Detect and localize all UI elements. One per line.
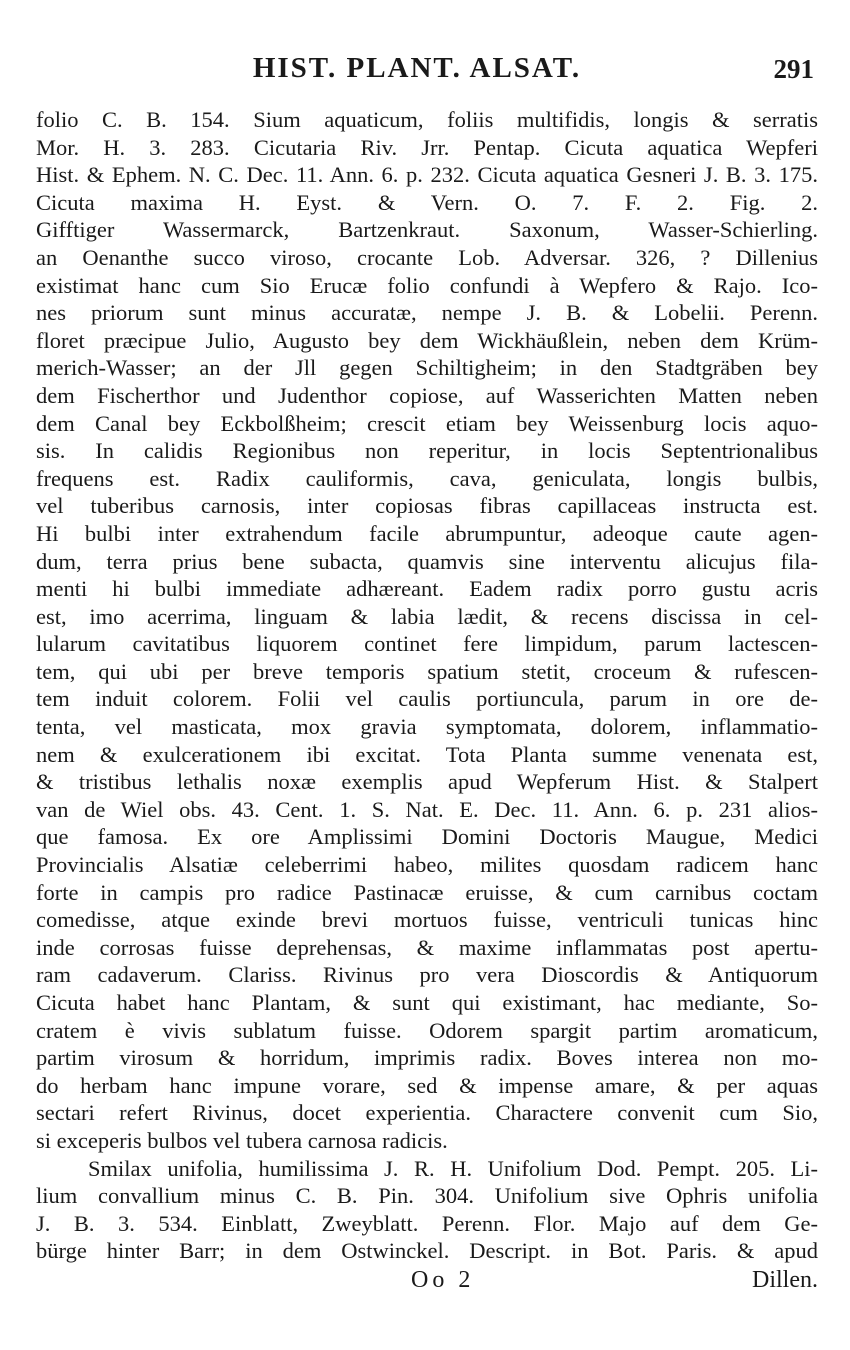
text-line: dum, terra prius bene subacta, quamvis sine interventu alicujus fila- — [36, 548, 818, 574]
text-line: merich-Wasser; an der Jll gegen Schiltigheim; in den Stadtgräben bey — [36, 355, 818, 381]
catchword: Dillen. — [752, 1266, 818, 1293]
text-line: menti hi bulbi immediate adhæreant. Eadem radix porro gustu acris — [36, 576, 818, 602]
text-line: que famosa. Ex ore Amplissimi Domini Doctoris Maugue, Medici — [36, 824, 818, 850]
text-line: cratem è vivis sublatum fuisse. Odorem spargit partim aromaticum, — [36, 1017, 818, 1043]
text-line: nes priorum sunt minus accuratæ, nempe J. B. & Lobelii. Perenn. — [36, 300, 818, 326]
page-footer — [36, 1267, 818, 1297]
text-line: & tristibus lethalis noxæ exemplis apud Wepferum Hist. & Stalpert — [36, 769, 818, 795]
text-line: lularum cavitatibus liquorem continet fere limpidum, parum lactescen- — [36, 631, 818, 657]
text-line: Gifftiger Wassermarck, Bartzenkraut. Saxonum, Wasser-Schierling. — [36, 217, 818, 243]
text-line — [36, 161, 818, 216]
text-line: dem Canal bey Eckbolßheim; crescit etiam bey Weissenburg locis aquo- — [36, 410, 818, 436]
text-line: partim virosum & horridum, imprimis radix. Boves interea non mo- — [36, 1045, 818, 1071]
text-line: Smilax unifolia, humilissima J. R. H. Unifolium Dod. Pempt. 205. Li- — [88, 1155, 818, 1181]
text-line: do herbam hanc impune vorare, sed & impense amare, & per aquas — [36, 1072, 818, 1098]
text-line: nem & exulcerationem ibi excitat. Tota Planta summe venenata est, — [36, 741, 818, 767]
text-line: forte in campis pro radice Pastinacæ eruisse, & cum carnibus coctam — [36, 879, 818, 905]
text-line: si exceperis bulbos vel tubera carnosa radicis. — [36, 1127, 448, 1153]
text-line-part: Hist. & Ephem. N. C. Dec. 11. Ann. 6. p. 232. Cicuta aquatica Gesneri J. B. 3. 175. Cicuta maxima H. Eyst. & Vern. O. 7. F. 2. Fig. 2. — [36, 162, 818, 215]
text-line: Provincialis Alsatiæ celeberrimi habeo, milites quosdam radicem hanc — [36, 852, 818, 878]
running-title: HIST. PLANT. ALSAT. — [252, 52, 582, 84]
text-line: J. B. 3. 534. Einblatt, Zweyblatt. Perenn. Flor. Majo auf dem Ge- — [36, 1210, 818, 1236]
text-line: tem, qui ubi per breve temporis spatium stetit, croceum & rufescen- — [36, 658, 818, 684]
text-line: sectari refert Rivinus, docet experientia. Charactere convenit cum Sio, — [36, 1100, 818, 1126]
text-line: frequens est. Radix cauliformis, cava, geniculata, longis bulbis, — [36, 465, 818, 491]
text-line: floret præcipue Julio, Augusto bey dem Wickhäußlein, neben dem Krüm- — [36, 327, 818, 353]
text-line: Mor. H. 3. 283. Cicutaria Riv. Jrr. Pentap. Cicuta aquatica Wepferi — [36, 134, 818, 160]
text-line: Hi bulbi inter extrahendum facile abrumpuntur, adeoque caute agen- — [36, 520, 818, 546]
text-line: lium convallium minus C. B. Pin. 304. Unifolium sive Ophris unifolia — [36, 1183, 818, 1209]
text-line: tem induit colorem. Folii vel caulis portiuncula, parum in ore de- — [36, 686, 818, 712]
body-text — [36, 106, 818, 1265]
text-line: sis. In calidis Regionibus non reperitur, in locis Septentrionalibus — [36, 438, 818, 464]
page-number: 291 — [773, 54, 814, 84]
text-line: dem Fischerthor und Judenthor copiose, auf Wasserichten Matten neben — [36, 382, 818, 408]
text-line: Cicuta habet hanc Plantam, & sunt qui existimant, hac mediante, So- — [36, 990, 818, 1015]
text-line: vel tuberibus carnosis, inter copiosas fibras capillaceas instructa est. — [36, 493, 818, 519]
text-line: tenta, vel masticata, mox gravia symptomata, dolorem, inflammatio- — [36, 714, 818, 740]
text-line: existimat hanc cum Sio Erucæ folio confundi à Wepfero & Rajo. Ico- — [36, 272, 818, 298]
text-line: ram cadaverum. Clariss. Rivinus pro vera Dioscordis & Antiquorum — [36, 962, 818, 988]
page-header — [36, 52, 818, 92]
text-line: est, imo acerrima, linguam & labia lædit, & recens discissa in cel- — [36, 603, 818, 629]
text-line: inde corrosas fuisse deprehensas, & maxime inflammatas post apertu- — [36, 934, 818, 960]
text-line: comedisse, atque exinde brevi mortuos fuisse, ventriculi tunicas hinc — [36, 907, 818, 933]
text-line: bürge hinter Barr; in dem Ostwinckel. Descript. in Bot. Paris. & apud — [36, 1238, 818, 1264]
text-line: folio C. B. 154. Sium aquaticum, foliis multifidis, longis & serratis — [36, 107, 818, 132]
text-line: van de Wiel obs. 43. Cent. 1. S. Nat. E. Dec. 11. Ann. 6. p. 231 alios- — [36, 796, 818, 822]
text-line: an Oenanthe succo viroso, crocante Lob. Adversar. 326, ? Dillenius — [36, 244, 818, 270]
printer-signature: Oo 2 — [411, 1266, 475, 1293]
